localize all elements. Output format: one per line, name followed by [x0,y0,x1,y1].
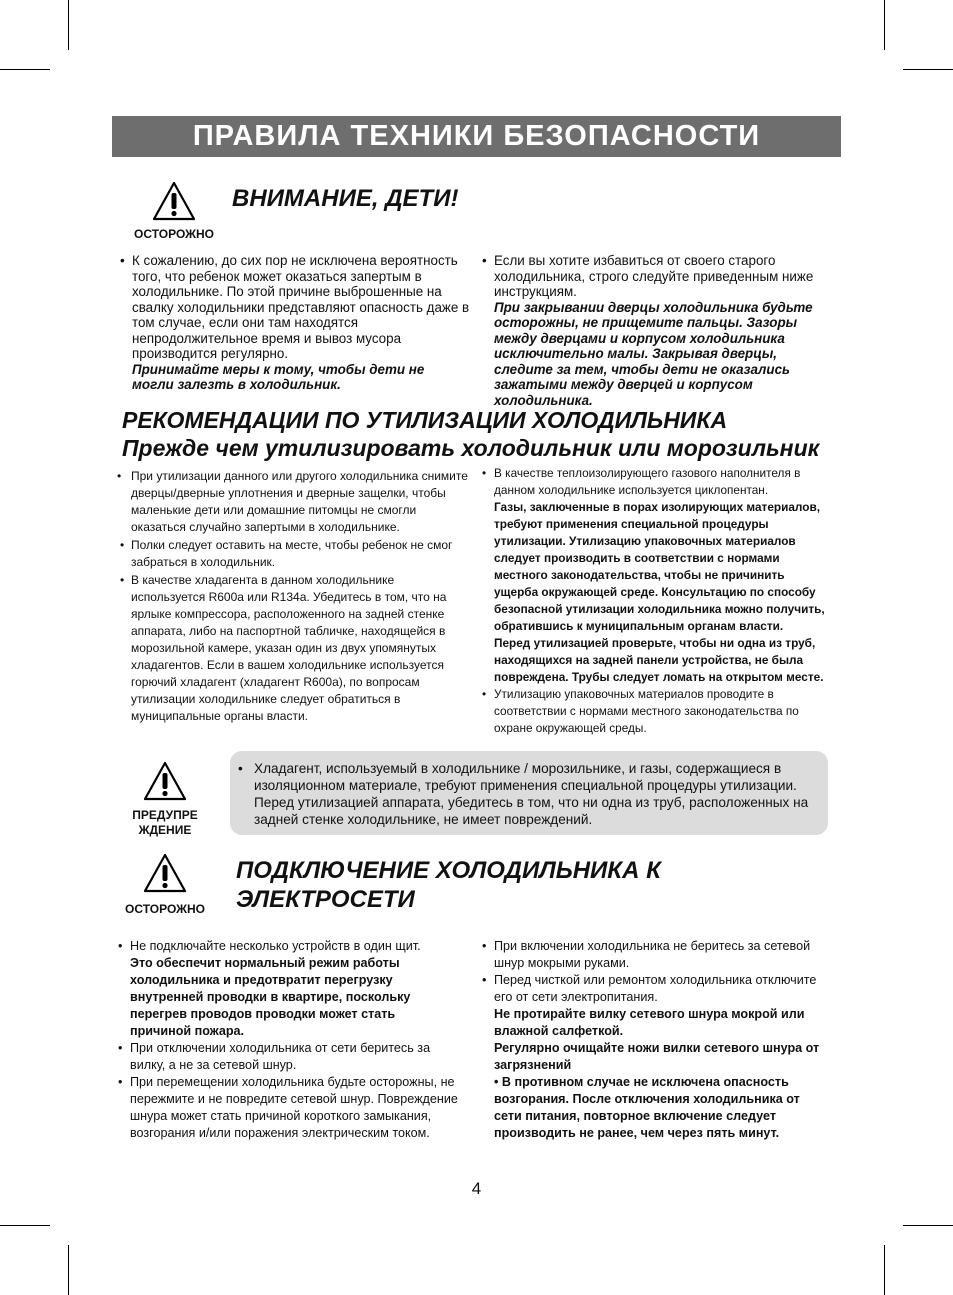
caution-block [128,180,220,242]
warning-text: Хладагент, используемый в холодильнике / морозильнике, и газы, содержащиеся в изоляционном материале, требуют применения специальной процедуры утилизации. Перед утилизацией аппарата, убедитесь в том, что ни одна из труб, расположенных на задней стенке холодильнике, не имеет повреждений. [254,761,809,827]
crop-mark [0,1225,50,1226]
caution-label: ОСТОРОЖНО [125,902,205,916]
section1-right-column [482,253,828,408]
list-item: • В качестве теплоизолирующего газового наполнителя в данном холодильнике используется циклопентан. Газы, заключенные в порах изолирующих материалов, требуют применения специальной процедуры утилизации. Утилизацию упаковочных материалов следует производить в соответствии с нормами местного законодательства, чтобы не причинить ущерба окружающей среде. Консультацию по способу безопасной утилизации холодильника можно получить, обратившись к муниципальным органам власти. Перед утилизацией проверьте, чтобы ни одна из труб, находящихся на задней панели устройства, не была повреждена. Трубы следует ломать на открытом месте. [482,466,825,684]
warning-block [126,760,204,838]
warning-label: ЖДЕНИЕ [138,823,192,837]
warning-box [230,751,828,835]
crop-mark [884,0,885,50]
section2-left-column [117,468,469,725]
caution-block [122,852,208,917]
crop-mark [0,69,50,70]
warning-triangle-icon [142,852,188,894]
crop-mark [68,1245,69,1295]
list-item-emphasis: Регулярно очищайте ножи вилки сетевого шнура от загрязнений [494,1041,820,1072]
list-item-emphasis: Принимайте меры к тому, чтобы дети не могли залезть в холодильник. [132,361,425,392]
list-item-emphasis: Перед утилизацией проверьте, чтобы ни одна из труб, находящихся на задней панели устройства, не была повреждена. Трубы следует ломать на открытом месте. [494,636,824,684]
section-heading-line: ЭЛЕКТРОСЕТИ [236,886,415,913]
list-item-emphasis: • В противном случае не исключена опасность возгорания. После отключения холодильника от сети питания, повторное включение следует производить не ранее, чем через пять минут. [494,1075,800,1140]
section3-left-column [118,938,466,1142]
warning-triangle-icon [151,180,197,222]
section-heading [236,856,661,914]
list-item-text: Если вы хотите избавиться от своего старого холодильника, строго следуйте приведенным ниже инструкциям. [494,253,814,299]
list-item-text: В качестве теплоизолирующего газового наполнителя в данном холодильнике используется циклопентан. [494,466,801,497]
list-item: • Полки следует оставить на месте, чтобы ребенок не смог забраться в холодильник. [120,538,453,569]
list-item-text: Полки следует оставить на месте, чтобы ребенок не смог забраться в холодильник. [131,538,453,569]
list-item: • При утилизации данного или другого холодильника снимите дверцы/дверные уплотнения и дверные защелки, чтобы маленькие дети или домашние питомцы не смогли оказаться случайно запертыми в холодильнике. [117,469,468,534]
list-item-emphasis: Газы, заключенные в порах изолирующих материалов, требуют применения специальной процедуры утилизации. Утилизацию упаковочных материалов следует производить в соответствии с нормами местного законодательства, чтобы не причинить ущерба окружающей среде. Консультацию по способу безопасной утилизации холодильника можно получить, обратившись к муниципальным органам власти. [494,500,825,633]
list-item: • При включении холодильника не беритесь за сетевой шнур мокрыми руками. [482,939,811,970]
list-item: • При перемещении холодильника будьте осторожны, не пережмите и не повредите сетевой шнур. Повреждение шнура может стать причиной короткого замыкания, возгорания и/или поражения электрическим током. [118,1075,458,1140]
list-item: • Хладагент, используемый в холодильнике / морозильнике, и газы, содержащиеся в изоляционном материале, требуют применения специальной процедуры утилизации. Перед утилизацией аппарата, убедитесь в том, что ни одна из труб, расположенных на задней стенке холодильнике, не имеет повреждений. [238,761,809,827]
section-subheading: Прежде чем утилизировать холодильник или морозильник [122,435,820,461]
list-item: • В качестве хладагента в данном холодильнике используется R600a или R134a. Убедитесь в том, что на ярлыке компрессора, расположенного на задней стенке аппарата, либо на паспортной табличке, находящейся в морозильной камере, указан один из двух упомянутых хладагентов. Если в вашем холодильнике используется горючий хладагент (хладагент R600a), по вопросам утилизации холодильнике следует обратиться в муниципальные органы власти. [120,573,447,723]
list-item-text: Утилизацию упаковочных материалов проводите в соответствии с нормами местного законодательства по охране окружающей среды. [494,687,799,735]
list-item-emphasis: Это обеспечит нормальный режим работы холодильника и предотвратит перегрузку внутренней проводки в квартире, поскольку перегрев проводов проводки может стать причиной пожара. [130,956,411,1038]
list-item-text: При отключении холодильника от сети беритесь за вилку, а не за сетевой шнур. [130,1041,431,1072]
list-item-emphasis: Не протирайте вилку сетевого шнура мокрой или влажной салфеткой. [494,1007,805,1038]
list-item: • При отключении холодильника от сети беритесь за вилку, а не за сетевой шнур. [118,1041,431,1072]
crop-mark [903,1225,953,1226]
page-title: ПРАВИЛА ТЕХНИКИ БЕЗОПАСНОСТИ [112,116,841,157]
list-item-emphasis: При закрывании дверцы холодильника будьте осторожны, не прищемите пальцы. Зазоры между дверцами и корпусом холодильника исключительно малы. Закрывая дверцы, следите за тем, чтобы дети не оказались зажатыми между дверцей и корпусом холодильника. [494,299,813,408]
section-heading: ВНИМАНИЕ, ДЕТИ! [232,185,459,212]
list-item: • К сожалению, до сих пор не исключена вероятность того, что ребенок может оказаться запертым в холодильнике. По этой причине выброшенные на свалку холодильники представляют опасность даже в том случае, если они там находятся непродолжительное время и вывоз мусора производится регулярно. Принимайте меры к тому, чтобы дети не могли залезть в холодильник. [120,253,470,392]
list-item-text: При утилизации данного или другого холодильника снимите дверцы/дверные уплотнения и дверные защелки, чтобы маленькие дети или домашние питомцы не смогли оказаться случайно запертыми в холодильнике. [131,469,468,534]
list-item-text: Не подключайте несколько устройств в один щит. [130,939,421,953]
list-item-text: В качестве хладагента в данном холодильнике используется R600a или R134a. Убедитесь в том, что на ярлыке компрессора, расположенного на задней стенке аппарата, либо на паспортной табличке, находящейся в морозильной камере, указан один из двух упомянутых хладагентов. Если в вашем холодильнике используется горючий хладагент (хладагент R600a), по вопросам утилизации холодильнике следует обратиться в муниципальные органы власти. [131,573,447,723]
caution-label: ОСТОРОЖНО [134,227,214,241]
list-item: • Перед чисткой или ремонтом холодильника отключите его от сети электропитания. Не протирайте вилку сетевого шнура мокрой или влажной салфеткой. Регулярно очищайте ножи вилки сетевого шнура от загрязнений • В противном случае не исключена опасность возгорания. После отключения холодильника от сети питания, повторное включение следует производить не ранее, чем через пять минут. [482,972,828,1142]
list-item: • Утилизацию упаковочных материалов проводите в соответствии с нормами местного законодательства по охране окружающей среды. [482,687,799,735]
list-item: • Не подключайте несколько устройств в один щит. Это обеспечит нормальный режим работы холодильника и предотвратит перегрузку внутренней проводки в квартире, поскольку перегрев проводов проводки может стать причиной пожара. [118,938,466,1040]
section1-left-column [120,253,470,393]
page-number: 4 [471,1179,482,1198]
list-item-text: К сожалению, до сих пор не исключена вероятность того, что ребенок может оказаться запертым в холодильнике. По этой причине выброшенные на свалку холодильники представляют опасность даже в том случае, если они там находятся непродолжительное время и вывоз мусора производится регулярно. [132,253,470,361]
list-item-text: При перемещении холодильника будьте осторожны, не пережмите и не повредите сетевой шнур. Повреждение шнура может стать причиной короткого замыкания, возгорания и/или поражения электрическим током. [130,1075,458,1140]
list-item: • Если вы хотите избавиться от своего старого холодильника, строго следуйте приведенным ниже инструкциям. При закрывании дверцы холодильника будьте осторожны, не прищемите пальцы. Зазоры между дверцами и корпусом холодильника исключительно малы. Закрывая дверцы, следите за тем, чтобы дети не оказались зажатыми между дверцей и корпусом холодильника. [482,253,828,408]
section3-right-column [482,938,828,1142]
section-heading-line: ПОДКЛЮЧЕНИЕ ХОЛОДИЛЬНИКА К [236,857,661,884]
crop-mark [68,0,69,50]
crop-mark [884,1245,885,1295]
crop-mark [903,69,953,70]
list-item-text: При включении холодильника не беритесь за сетевой шнур мокрыми руками. [494,939,811,970]
section2-right-column [482,465,826,737]
section-heading: РЕКОМЕНДАЦИИ ПО УТИЛИЗАЦИИ ХОЛОДИЛЬНИКА [122,407,728,433]
list-item-text: Перед чисткой или ремонтом холодильника отключите его от сети электропитания. [494,973,817,1004]
warning-triangle-icon [142,760,188,802]
warning-label: ПРЕДУПРЕ [132,808,198,822]
